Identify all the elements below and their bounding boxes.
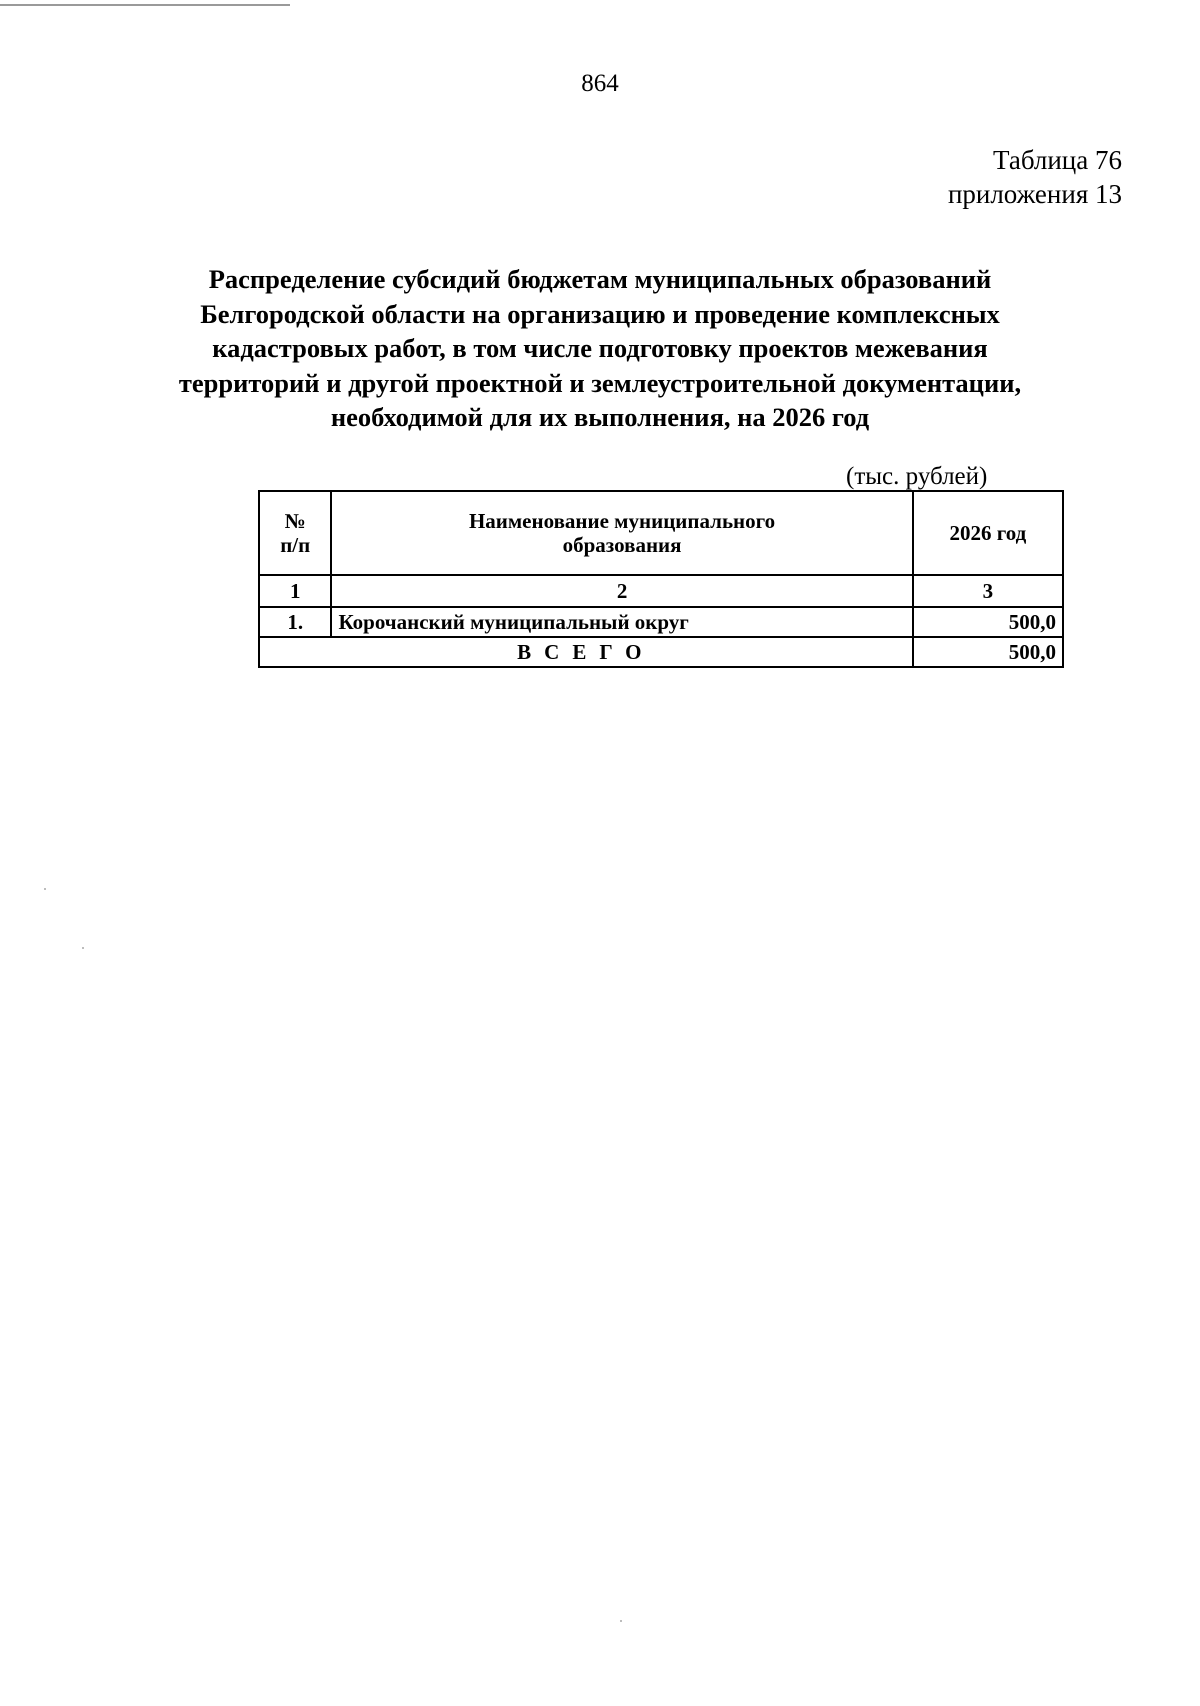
table-row [259,607,1063,637]
page-number: 864 [581,70,619,97]
header-municipality-line-2: образования [562,533,682,557]
title-line-3: кадастровых работ, в том числе подготовку проектов межевания [212,333,988,363]
scan-edge-line [0,4,290,6]
title-line-2: Белгородской области на организацию и проведение комплексных [200,298,1000,329]
column-index-row [259,575,1063,607]
subsidy-table [258,490,1064,668]
header-municipality-line-1: Наименование муниципального [468,509,776,533]
table-reference-line-2: приложения 13 [947,179,1122,209]
header-municipality [331,491,912,575]
column-index-cell: 1 [259,575,331,607]
title-line-1: Распределение субсидий бюджетам муниципальных образований [208,264,992,294]
table-header-row [259,491,1063,575]
units-note: (тыс. рублей) [846,463,988,490]
total-value: 500,0 [913,637,1063,667]
scan-speck [620,1620,622,1622]
row-number: 1. [259,607,331,637]
header-number-line-2: п/п [280,533,311,557]
row-municipality-name: Корочанский муниципальный округ [331,607,912,637]
header-year: 2026 год [913,491,1063,575]
table-reference [948,143,1122,211]
document-title [150,262,1050,435]
column-index-cell: 2 [331,575,912,607]
total-row [259,637,1063,667]
header-number [259,491,331,575]
title-line-5: необходимой для их выполнения, на 2026 год [330,402,870,432]
row-value: 500,0 [913,607,1063,637]
total-label: ВСЕГО [259,637,913,667]
header-number-line-1: № [284,509,306,533]
scan-speck [82,947,84,949]
column-index-cell: 3 [913,575,1063,607]
table-reference-line-1: Таблица 76 [993,145,1122,175]
title-line-4: территорий и другой проектной и землеустроительной документации, [178,367,1022,398]
scan-speck [44,888,46,890]
